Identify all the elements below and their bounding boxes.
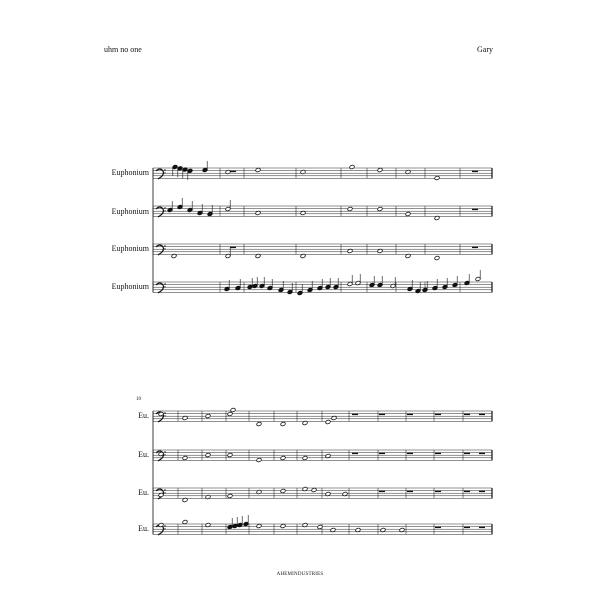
note-head xyxy=(205,453,211,458)
whole-rest xyxy=(464,414,470,416)
bass-clef-dot xyxy=(164,412,165,413)
whole-rest xyxy=(230,171,236,173)
note-head xyxy=(405,170,411,175)
instrument-label: Euphonium xyxy=(111,244,149,253)
instrument-label: Euphonium xyxy=(111,168,149,177)
instrument-label: Eu. xyxy=(138,488,149,497)
note-head xyxy=(230,408,236,413)
note-head xyxy=(205,495,211,500)
bass-clef-dot xyxy=(164,245,165,246)
note-head xyxy=(256,458,262,463)
bass-clef-dot xyxy=(164,210,165,211)
note-head xyxy=(405,212,411,217)
whole-rest xyxy=(472,247,478,249)
instrument-label: Euphonium xyxy=(111,207,149,216)
whole-rest xyxy=(435,414,441,416)
instrument-label: Eu. xyxy=(138,450,149,459)
note-head xyxy=(227,453,233,458)
note-head xyxy=(434,176,440,181)
note-head xyxy=(256,422,262,427)
note-head xyxy=(255,168,261,173)
bass-clef-dot xyxy=(164,454,165,455)
note-head xyxy=(205,414,211,419)
whole-rest xyxy=(464,453,470,455)
note-head xyxy=(325,420,331,425)
note-head xyxy=(182,520,188,525)
note-head xyxy=(256,524,262,529)
whole-rest xyxy=(464,491,470,493)
whole-rest xyxy=(407,414,413,416)
bass-clef-dot xyxy=(164,286,165,287)
note-head xyxy=(280,422,286,427)
instrument-label: Eu. xyxy=(138,411,149,420)
note-head xyxy=(280,489,286,494)
note-head xyxy=(377,207,383,212)
whole-rest xyxy=(464,527,470,529)
whole-rest xyxy=(472,209,478,211)
bass-clef-dot xyxy=(164,169,165,170)
measure-number: 10 xyxy=(136,397,141,402)
whole-rest xyxy=(407,491,413,493)
bass-clef-dot xyxy=(164,451,165,452)
whole-rest xyxy=(435,491,441,493)
bass-clef-dot xyxy=(164,207,165,208)
note-head xyxy=(347,207,353,212)
bass-clef-dot xyxy=(164,415,165,416)
whole-rest xyxy=(352,414,358,416)
note-head xyxy=(227,412,233,417)
note-head xyxy=(256,490,262,495)
note-head xyxy=(311,488,317,493)
note-head xyxy=(377,168,383,173)
whole-rest xyxy=(479,527,485,529)
whole-rest xyxy=(435,453,441,455)
note-head xyxy=(349,165,355,170)
whole-rest xyxy=(479,414,485,416)
whole-rest xyxy=(230,247,236,249)
note-head xyxy=(182,456,188,461)
note-head xyxy=(302,456,308,461)
bass-clef-dot xyxy=(164,172,165,173)
note-head xyxy=(280,524,286,529)
whole-rest xyxy=(379,414,385,416)
note-head xyxy=(225,170,231,175)
whole-rest xyxy=(479,491,485,493)
whole-rest xyxy=(379,453,385,455)
bass-clef-dot xyxy=(164,489,165,490)
note-head xyxy=(300,170,306,175)
whole-rest xyxy=(407,453,413,455)
score-title: uhm no one xyxy=(104,45,142,54)
bass-clef-dot xyxy=(164,525,165,526)
whole-rest xyxy=(352,453,358,455)
instrument-label: Euphonium xyxy=(111,282,149,291)
whole-rest xyxy=(379,491,385,493)
bass-clef-dot xyxy=(164,528,165,529)
note-head xyxy=(280,456,286,461)
note-head xyxy=(434,256,440,261)
note-head xyxy=(227,494,233,499)
bass-clef-dot xyxy=(164,492,165,493)
whole-rest xyxy=(435,527,441,529)
whole-rest xyxy=(479,453,485,455)
whole-rest xyxy=(472,171,478,173)
footer-text: AHEMINDUSTRIES xyxy=(276,572,324,577)
bass-clef-dot xyxy=(164,248,165,249)
composer-name: Gary xyxy=(477,45,493,54)
bass-clef-dot xyxy=(164,283,165,284)
instrument-label: Eu. xyxy=(138,524,149,533)
